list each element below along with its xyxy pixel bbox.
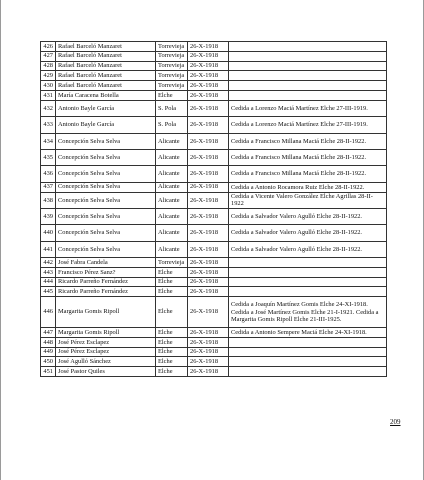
- transfer-note-cell: Cedida a Francisco Millana Maciá Elche 28-II-1922.: [229, 133, 387, 149]
- transfer-note-cell: [229, 347, 387, 357]
- date-cell: 26-X-1918: [188, 267, 229, 277]
- place-cell: Elche: [156, 347, 188, 357]
- table-row: [41, 258, 387, 268]
- transfer-note-cell: Cedida a Vicente Valero González Elche Agrillas 28-II-1922: [229, 192, 387, 208]
- place-cell: Alicante: [156, 166, 188, 182]
- date-cell: 26-X-1918: [188, 61, 229, 71]
- registry-table: [40, 41, 387, 377]
- place-cell: Elche: [156, 287, 188, 297]
- entry-number-cell: 448: [41, 337, 56, 347]
- date-cell: 26-X-1918: [188, 337, 229, 347]
- transfer-note-cell: Cedida a Francisco Millana Maciá Elche 28-II-1922.: [229, 166, 387, 182]
- date-cell: 26-X-1918: [188, 71, 229, 81]
- transfer-note-cell: Cedida a Lorenzo Maciá Martínez Elche 27-III-1919.: [229, 100, 387, 116]
- place-cell: Elche: [156, 90, 188, 100]
- owner-name-cell: Rafael Barceló Manzaret: [56, 81, 156, 91]
- date-cell: 26-X-1918: [188, 287, 229, 297]
- place-cell: Alicante: [156, 192, 188, 208]
- table-row: [41, 208, 387, 224]
- transfer-note-cell: Cedida a Francisco Millana Maciá Elche 28-II-1922.: [229, 149, 387, 165]
- owner-name-cell: Antonio Bayle García: [56, 117, 156, 133]
- date-cell: 26-X-1918: [188, 182, 229, 192]
- place-cell: Alicante: [156, 149, 188, 165]
- transfer-note-cell: [229, 357, 387, 367]
- owner-name-cell: Concepción Selva Selva: [56, 241, 156, 257]
- date-cell: 26-X-1918: [188, 297, 229, 328]
- owner-name-cell: Ricardo Parreño Fernández: [56, 287, 156, 297]
- transfer-note-cell: [229, 337, 387, 347]
- place-cell: Elche: [156, 357, 188, 367]
- entry-number-cell: 433: [41, 117, 56, 133]
- place-cell: S. Pola: [156, 117, 188, 133]
- date-cell: 26-X-1918: [188, 166, 229, 182]
- transfer-note-cell: [229, 367, 387, 377]
- place-cell: Torrevieja: [156, 71, 188, 81]
- entry-number-cell: 444: [41, 277, 56, 287]
- place-cell: Torrevieja: [156, 51, 188, 61]
- entry-number-cell: 447: [41, 328, 56, 338]
- entry-number-cell: 436: [41, 166, 56, 182]
- date-cell: 26-X-1918: [188, 367, 229, 377]
- date-cell: 26-X-1918: [188, 225, 229, 241]
- owner-name-cell: José Pérez Esclapez: [56, 337, 156, 347]
- entry-number-cell: 445: [41, 287, 56, 297]
- entry-number-cell: 432: [41, 100, 56, 116]
- table-row: [41, 133, 387, 149]
- owner-name-cell: Concepción Selva Selva: [56, 149, 156, 165]
- transfer-note-cell: [229, 71, 387, 81]
- table-row: [41, 328, 387, 338]
- transfer-note-cell: Cedida a Antonio Sempere Maciá Elche 24-XI-1918.: [229, 328, 387, 338]
- owner-name-cell: Margarita Gomis Ripoll: [56, 297, 156, 328]
- entry-number-cell: 450: [41, 357, 56, 367]
- entry-number-cell: 434: [41, 133, 56, 149]
- table-row: [41, 241, 387, 257]
- owner-name-cell: Concepción Selva Selva: [56, 133, 156, 149]
- owner-name-cell: José Pérez Esclapez: [56, 347, 156, 357]
- date-cell: 26-X-1918: [188, 192, 229, 208]
- entry-number-cell: 431: [41, 90, 56, 100]
- date-cell: 26-X-1918: [188, 328, 229, 338]
- owner-name-cell: Concepción Selva Selva: [56, 192, 156, 208]
- owner-name-cell: José Pastor Quiles: [56, 367, 156, 377]
- place-cell: Elche: [156, 328, 188, 338]
- place-cell: Elche: [156, 277, 188, 287]
- table-row: [41, 166, 387, 182]
- place-cell: S. Pola: [156, 100, 188, 116]
- entry-number-cell: 440: [41, 225, 56, 241]
- entry-number-cell: 451: [41, 367, 56, 377]
- transfer-note-cell: [229, 42, 387, 52]
- entry-number-cell: 435: [41, 149, 56, 165]
- place-cell: Alicante: [156, 182, 188, 192]
- table-row: [41, 337, 387, 347]
- page-number: 209: [390, 418, 401, 426]
- owner-name-cell: Rafael Barceló Manzaret: [56, 71, 156, 81]
- transfer-note-cell: Cedida a Joaquín Martínez Gomis Elche 24-XI-1918. Cedida a José Martínez Gomis Elche 21-I-1921. Cedida a Margarita Gomis Ripoll Elche 21-III-1925.: [229, 297, 387, 328]
- date-cell: 26-X-1918: [188, 42, 229, 52]
- place-cell: Elche: [156, 367, 188, 377]
- owner-name-cell: Ricardo Parreño Fernández: [56, 277, 156, 287]
- date-cell: 26-X-1918: [188, 149, 229, 165]
- transfer-note-cell: [229, 277, 387, 287]
- date-cell: 26-X-1918: [188, 357, 229, 367]
- date-cell: 26-X-1918: [188, 258, 229, 268]
- transfer-note-cell: [229, 81, 387, 91]
- place-cell: Alicante: [156, 133, 188, 149]
- place-cell: Alicante: [156, 241, 188, 257]
- table-row: [41, 81, 387, 91]
- entry-number-cell: 441: [41, 241, 56, 257]
- entry-number-cell: 426: [41, 42, 56, 52]
- entry-number-cell: 437: [41, 182, 56, 192]
- transfer-note-cell: Cedida a Salvador Valero Agulló Elche 28-II-1922.: [229, 241, 387, 257]
- date-cell: 26-X-1918: [188, 347, 229, 357]
- table-row: [41, 277, 387, 287]
- transfer-note-cell: [229, 61, 387, 71]
- owner-name-cell: Francisco Pérez Sanz?: [56, 267, 156, 277]
- table-row: [41, 347, 387, 357]
- entry-number-cell: 427: [41, 51, 56, 61]
- owner-name-cell: María Caracena Botella: [56, 90, 156, 100]
- place-cell: Alicante: [156, 208, 188, 224]
- table-row: [41, 117, 387, 133]
- entry-number-cell: 429: [41, 71, 56, 81]
- owner-name-cell: José Fabra Candela: [56, 258, 156, 268]
- entry-number-cell: 442: [41, 258, 56, 268]
- entry-number-cell: 439: [41, 208, 56, 224]
- transfer-note-cell: [229, 267, 387, 277]
- date-cell: 26-X-1918: [188, 208, 229, 224]
- owner-name-cell: Rafael Barceló Manzaret: [56, 42, 156, 52]
- transfer-note-cell: Cedida a Antonio Rocamora Ruiz Elche 28-II-1922.: [229, 182, 387, 192]
- table-row: [41, 357, 387, 367]
- date-cell: 26-X-1918: [188, 133, 229, 149]
- table-row: [41, 149, 387, 165]
- owner-name-cell: Concepción Selva Selva: [56, 182, 156, 192]
- transfer-note-cell: [229, 90, 387, 100]
- transfer-note-cell: [229, 287, 387, 297]
- table-row: [41, 367, 387, 377]
- table-row: [41, 267, 387, 277]
- table-row: [41, 287, 387, 297]
- owner-name-cell: Antonio Bayle García: [56, 100, 156, 116]
- place-cell: Elche: [156, 297, 188, 328]
- owner-name-cell: Rafael Barceló Manzaret: [56, 61, 156, 71]
- table-row: [41, 90, 387, 100]
- owner-name-cell: Margarita Gomis Ripoll: [56, 328, 156, 338]
- owner-name-cell: Concepción Selva Selva: [56, 208, 156, 224]
- place-cell: Torrevieja: [156, 42, 188, 52]
- transfer-note-cell: Cedida a Salvador Valero Agulló Elche 28-II-1922.: [229, 208, 387, 224]
- owner-name-cell: José Agulló Sánchez: [56, 357, 156, 367]
- table-row: [41, 192, 387, 208]
- table-row: [41, 51, 387, 61]
- table-row: [41, 182, 387, 192]
- transfer-note-cell: Cedida a Lorenzo Maciá Martínez Elche 27-III-1919.: [229, 117, 387, 133]
- entry-number-cell: 430: [41, 81, 56, 91]
- table-row: [41, 71, 387, 81]
- date-cell: 26-X-1918: [188, 100, 229, 116]
- owner-name-cell: Rafael Barceló Manzaret: [56, 51, 156, 61]
- transfer-note-cell: Cedida a Salvador Valero Agulló Elche 28-II-1922.: [229, 225, 387, 241]
- place-cell: Elche: [156, 337, 188, 347]
- place-cell: Elche: [156, 267, 188, 277]
- date-cell: 26-X-1918: [188, 117, 229, 133]
- date-cell: 26-X-1918: [188, 277, 229, 287]
- place-cell: Torrevieja: [156, 81, 188, 91]
- entry-number-cell: 438: [41, 192, 56, 208]
- table-row: [41, 225, 387, 241]
- owner-name-cell: Concepción Selva Selva: [56, 225, 156, 241]
- entry-number-cell: 443: [41, 267, 56, 277]
- table-row: [41, 297, 387, 328]
- table-row: [41, 42, 387, 52]
- date-cell: 26-X-1918: [188, 81, 229, 91]
- entry-number-cell: 428: [41, 61, 56, 71]
- entry-number-cell: 449: [41, 347, 56, 357]
- registry-table-body: [41, 42, 387, 377]
- place-cell: Alicante: [156, 225, 188, 241]
- table-row: [41, 61, 387, 71]
- owner-name-cell: Concepción Selva Selva: [56, 166, 156, 182]
- date-cell: 26-X-1918: [188, 90, 229, 100]
- date-cell: 26-X-1918: [188, 51, 229, 61]
- place-cell: Torrevieja: [156, 258, 188, 268]
- transfer-note-cell: [229, 258, 387, 268]
- place-cell: Torrevieja: [156, 61, 188, 71]
- date-cell: 26-X-1918: [188, 241, 229, 257]
- entry-number-cell: 446: [41, 297, 56, 328]
- transfer-note-cell: [229, 51, 387, 61]
- table-row: [41, 100, 387, 116]
